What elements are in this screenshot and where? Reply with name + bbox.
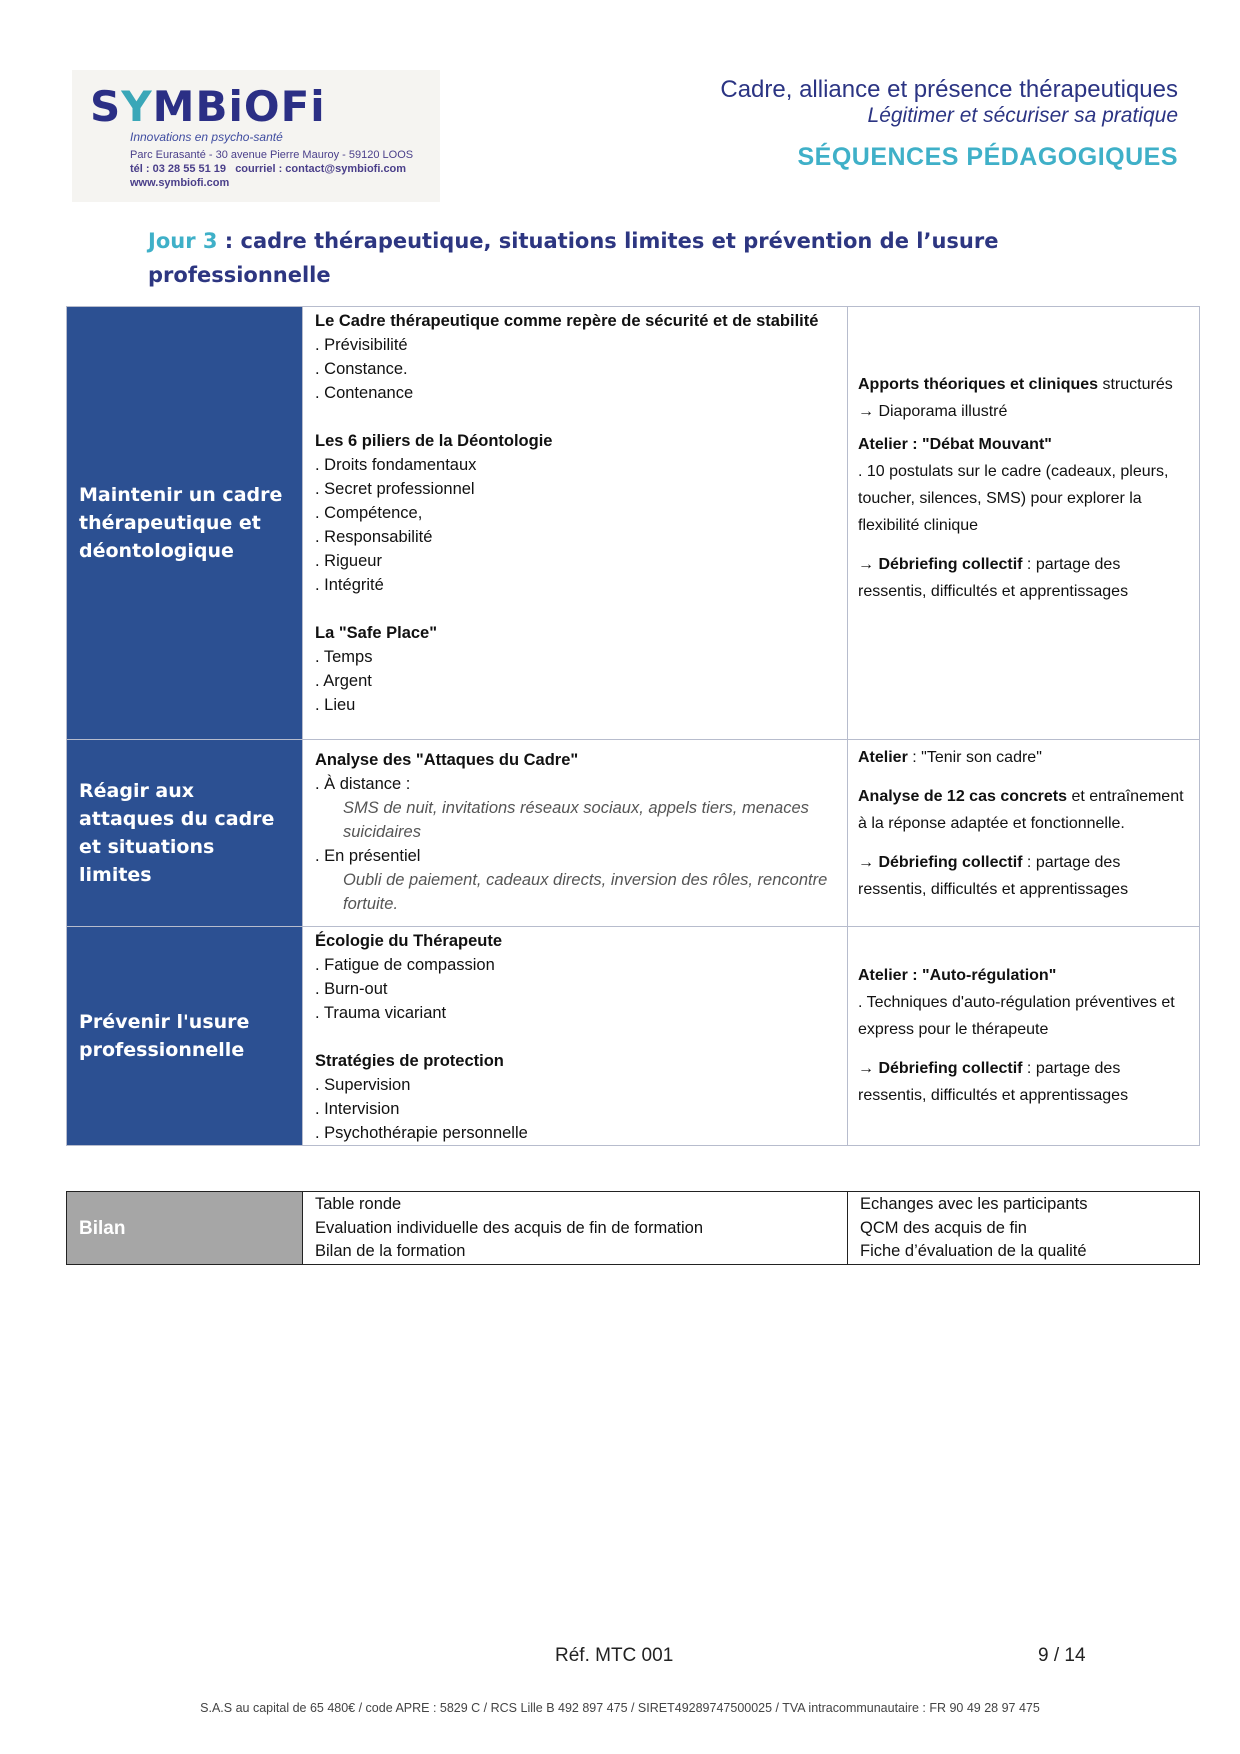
legal-footer: S.A.S au capital de 65 480€ / code APRE : 5829 C / RCS Lille B 492 897 475 / SIRET49289747500025 / TVA intracommunautaire : FR 90 49 28 97 475 [200, 1701, 1040, 1715]
method-line: . 10 postulats sur le cadre (cadeaux, pleurs, toucher, silences, SMS) pour explorer la flexibilité clinique [858, 463, 1169, 534]
method-line: → Débriefing collectif : partage des ressentis, difficultés et apprentissages [858, 1060, 1129, 1104]
content-group-title: Les 6 piliers de la Déontologie [315, 432, 553, 450]
content-group-title: Écologie du Thérapeute [315, 932, 503, 950]
list-item: . Intégrité [315, 576, 384, 594]
content-group-title: Stratégies de protection [315, 1052, 504, 1070]
list-item: . Supervision [315, 1076, 411, 1094]
list-item: . Temps [315, 648, 373, 666]
list-item: . Responsabilité [315, 528, 433, 546]
logo-address-block [130, 148, 413, 190]
content-group-title: La "Safe Place" [315, 624, 438, 642]
logo-tagline: Innovations en psycho-santé [130, 130, 283, 144]
list-item-detail: Oubli de paiement, cadeaux directs, inversion des rôles, rencontre fortuite. [343, 871, 828, 913]
bilan-content-cell [303, 1192, 848, 1265]
content-cell [303, 307, 848, 740]
sequence-table [66, 306, 1200, 1146]
list-item: . Intervision [315, 1100, 400, 1118]
list-item: Evaluation individuelle des acquis de fin de formation [315, 1218, 703, 1237]
logo-contact: tél : 03 28 55 51 19 courriel : contact@symbiofi.com [130, 163, 407, 175]
theme-cell: Réagir aux attaques du cadre et situations limites [67, 740, 303, 927]
list-item: Bilan de la formation [315, 1242, 466, 1260]
list-item: . À distance : [315, 775, 411, 793]
list-item-detail: SMS de nuit, invitations réseaux sociaux, appels tiers, menaces suicidaires [343, 799, 809, 841]
document-reference: Réf. MTC 001 [555, 1645, 674, 1666]
content-cell [303, 927, 848, 1146]
theme-cell: Maintenir un cadre thérapeutique et déontologique [67, 307, 303, 740]
list-item: . Prévisibilité [315, 336, 408, 354]
list-item: . Secret professionnel [315, 480, 475, 498]
day-label: Jour 3 [148, 229, 218, 253]
day-title: : cadre thérapeutique, situations limites et prévention de l’usure professionnelle [148, 229, 999, 287]
method-line: → Débriefing collectif : partage des ressentis, difficultés et apprentissages [858, 556, 1129, 600]
list-item: . Fatigue de compassion [315, 956, 495, 974]
method-line: Apports théoriques et cliniques structurés [858, 376, 1173, 393]
list-item: . Droits fondamentaux [315, 456, 477, 474]
logo-wordmark: SYMBiOFi [90, 82, 326, 131]
list-item: . Burn-out [315, 980, 388, 998]
method-line: . Techniques d'auto-régulation préventives et express pour le thérapeute [858, 994, 1175, 1038]
list-item: QCM des acquis de fin [860, 1218, 1027, 1237]
table-row [67, 740, 1200, 927]
list-item: . Compétence, [315, 504, 423, 522]
logo-website: www.symbiofi.com [130, 177, 230, 189]
document-subtitle: Légitimer et sécuriser sa pratique [867, 104, 1178, 127]
list-item: . Lieu [315, 696, 356, 714]
method-line: → Débriefing collectif : partage des ressentis, difficultés et apprentissages [858, 854, 1129, 898]
method-line: Analyse de 12 cas concrets et entraînement à la réponse adaptée et fonctionnelle. [858, 788, 1184, 832]
logo-address: Parc Eurasanté - 30 avenue Pierre Mauroy - 59120 LOOS [130, 149, 414, 161]
list-item: . Argent [315, 672, 372, 690]
content-cell [303, 740, 848, 927]
list-item: . Psychothérapie personnelle [315, 1124, 528, 1142]
list-item: Table ronde [315, 1195, 402, 1213]
theme-cell: Prévenir l'usure professionnelle [67, 927, 303, 1146]
table-row [67, 927, 1200, 1146]
list-item: Echanges avec les participants [860, 1195, 1088, 1213]
methods-cell [848, 740, 1200, 927]
method-line: → Diaporama illustré [858, 403, 1008, 420]
bilan-table [66, 1191, 1200, 1265]
methods-cell [848, 927, 1200, 1146]
list-item: Fiche d’évaluation de la qualité [860, 1242, 1087, 1260]
content-group-title: Le Cadre thérapeutique comme repère de sécurité et de stabilité [315, 312, 819, 330]
content-group-title: Analyse des "Attaques du Cadre" [315, 751, 579, 769]
method-title: Atelier : "Auto-régulation" [858, 967, 1057, 984]
company-logo [72, 70, 440, 202]
section-heading: SÉQUENCES PÉDAGOGIQUES [797, 143, 1178, 171]
bilan-methods-cell [848, 1192, 1200, 1265]
bilan-label-cell: Bilan [67, 1192, 303, 1265]
table-row [67, 1192, 1200, 1265]
list-item: . Rigueur [315, 552, 382, 570]
page-number: 9 / 14 [1038, 1645, 1086, 1666]
day-heading [148, 224, 1008, 292]
list-item: . En présentiel [315, 847, 421, 865]
list-item: . Constance. [315, 360, 408, 378]
document-title: Cadre, alliance et présence thérapeutiques [720, 76, 1178, 103]
methods-cell [848, 307, 1200, 740]
list-item: . Contenance [315, 384, 414, 402]
method-line: Atelier : "Tenir son cadre" [858, 749, 1042, 766]
list-item: . Trauma vicariant [315, 1004, 447, 1022]
table-row [67, 307, 1200, 740]
method-title: Atelier : "Débat Mouvant" [858, 436, 1052, 453]
